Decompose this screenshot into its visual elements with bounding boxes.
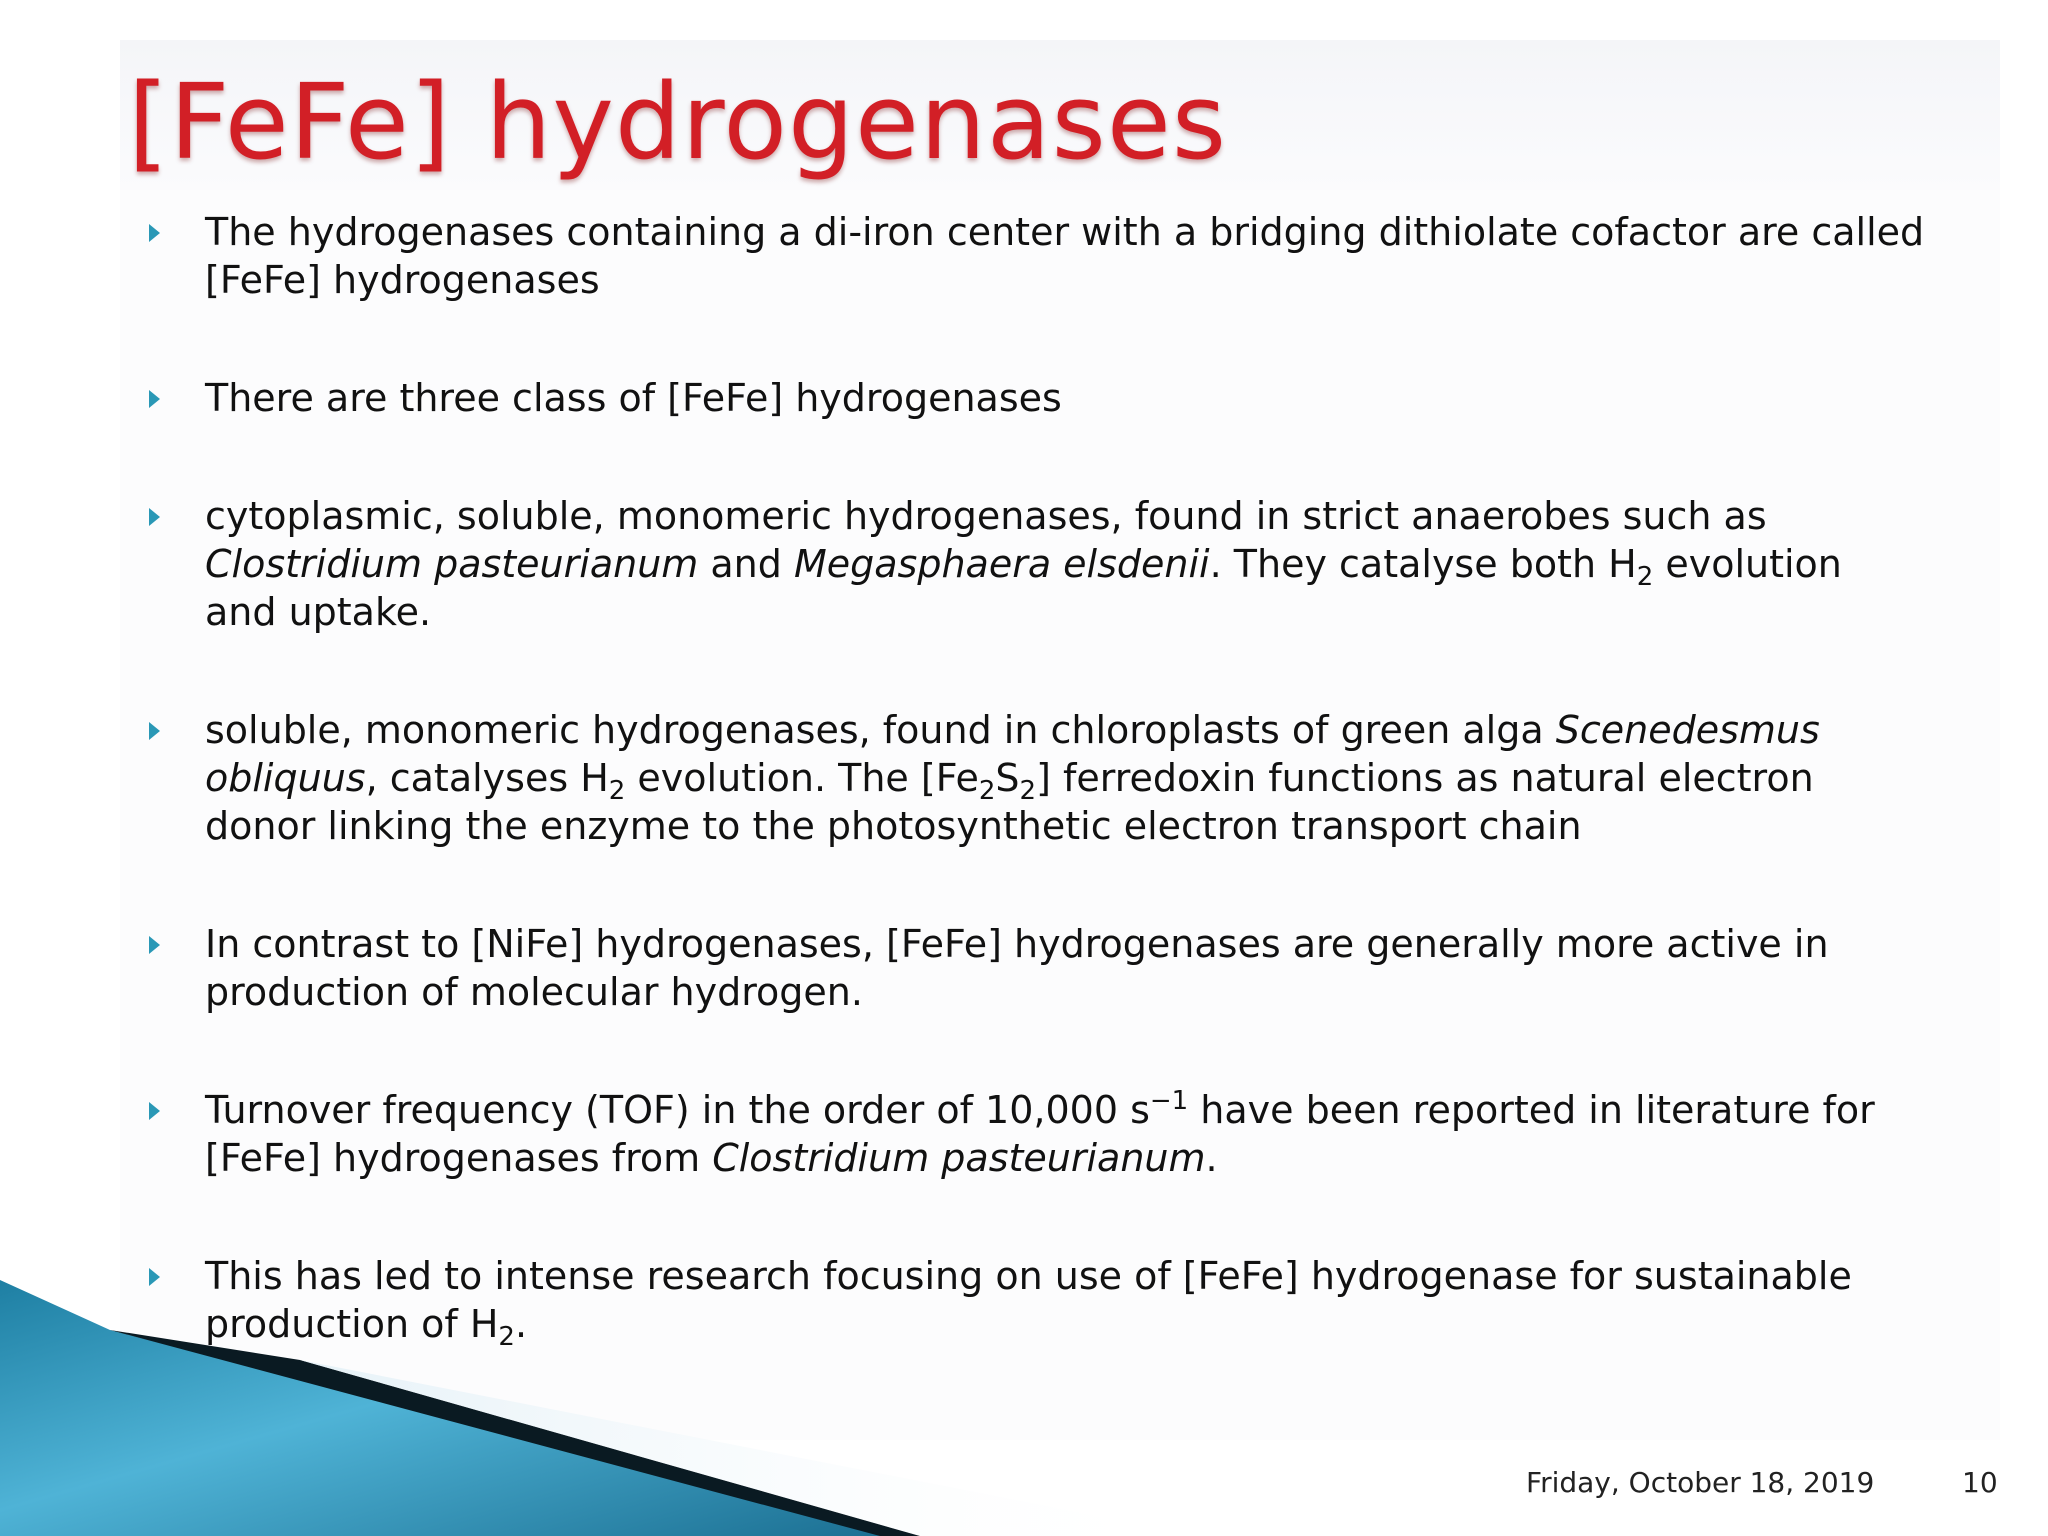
bullet-text: , catalyses H	[365, 756, 609, 800]
bullet-arrow-icon	[149, 1102, 160, 1120]
bullet-text: evolution and uptake.	[205, 542, 1842, 634]
bullet-text: have been reported in literature for [FeFe] hydrogenases from	[205, 1088, 1875, 1180]
bullet-text: This has led to intense research focusing on use of [FeFe] hydrogenase for sustainable production of H	[205, 1254, 1852, 1346]
bullet-arrow-icon	[149, 390, 160, 408]
species-name: Megasphaera elsdenii	[793, 542, 1210, 586]
species-name: Clostridium pasteurianum	[205, 542, 699, 586]
species-name: Scenedesmus obliquus	[205, 708, 1820, 800]
footer-date: Friday, October 18, 2019	[1526, 1466, 1875, 1499]
bullet-arrow-icon	[149, 508, 160, 526]
bullet-text: and	[698, 542, 794, 586]
bullet-item	[205, 920, 1925, 1016]
bullet-item	[205, 1086, 1925, 1182]
bullet-list	[205, 208, 1925, 1418]
bullet-text: ] ferredoxin functions as natural electron donor linking the enzyme to the photosynthetic electron transport chain	[205, 756, 1814, 848]
bullet-text: soluble, monomeric hydrogenases, found in chloroplasts of green alga	[205, 708, 1556, 752]
subscript: 2	[608, 776, 626, 806]
bullet-arrow-icon	[149, 224, 160, 242]
bullet-text: There are three class of [FeFe] hydrogenases	[205, 376, 1062, 420]
species-name: Clostridium pasteurianum	[712, 1136, 1206, 1180]
bullet-text: .	[514, 1302, 528, 1346]
subscript: 2	[1636, 562, 1654, 592]
bullet-item	[205, 706, 1925, 850]
slide-title: [FeFe] hydrogenases	[128, 61, 1228, 183]
bullet-text: The hydrogenases containing a di-iron center with a bridging dithiolate cofactor are called [FeFe] hydrogenases	[205, 210, 1925, 302]
bullet-item	[205, 208, 1925, 304]
subscript: 2	[498, 1322, 515, 1352]
bullet-item	[205, 374, 1925, 422]
subscript: 2	[978, 776, 996, 806]
subscript: 2	[1019, 776, 1037, 806]
bullet-text: . They catalyse both H	[1209, 542, 1637, 586]
bullet-item	[205, 492, 1925, 636]
slide-number: 10	[1962, 1466, 1998, 1499]
bullet-text: In contrast to [NiFe] hydrogenases, [FeFe] hydrogenases are generally more active in production of molecular hydrogen.	[205, 922, 1829, 1014]
bullet-text: S	[995, 756, 1020, 800]
bullet-text: cytoplasmic, soluble, monomeric hydrogenases, found in strict anaerobes such as	[205, 494, 1767, 538]
bullet-text: .	[1205, 1136, 1218, 1180]
bullet-text: Turnover frequency (TOF) in the order of 10,000 s	[205, 1088, 1150, 1132]
bullet-arrow-icon	[149, 722, 160, 740]
bullet-text: evolution. The [Fe	[625, 756, 979, 800]
superscript: −1	[1149, 1086, 1189, 1116]
bullet-arrow-icon	[149, 936, 160, 954]
